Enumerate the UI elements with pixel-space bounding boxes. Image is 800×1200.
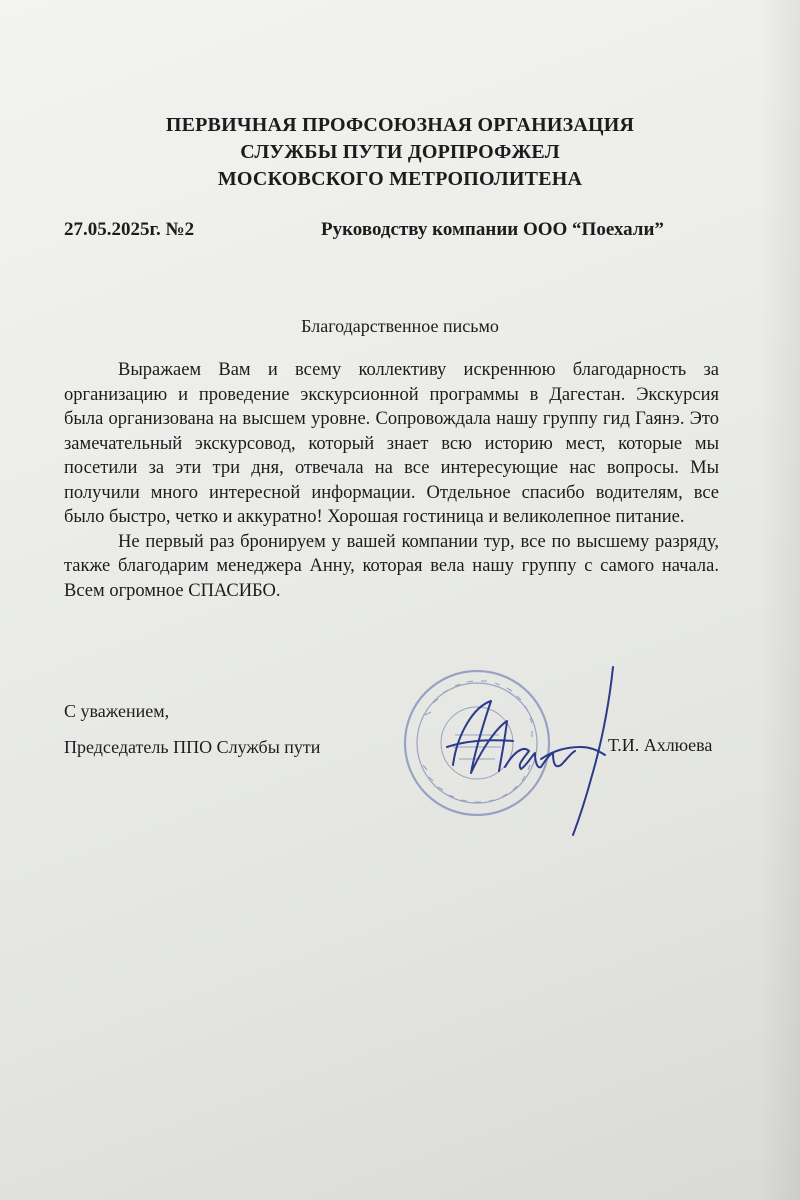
body-paragraph-2: Не первый раз бронируем у вашей компании тур, все по высшему разряду, также благодарим менеджера Анну, которая вела нашу группу с самого начала. Всем огромное СПАСИБО. [64, 531, 719, 601]
organization-header [60, 112, 740, 193]
header-line-3: МОСКОВСКОГО МЕТРОПОЛИТЕНА [217, 168, 583, 190]
recipient: Руководству компании ООО “Поехали” [321, 219, 664, 240]
letter-subject: Благодарственное письмо [301, 316, 499, 336]
header-line-2: СЛУЖБЫ ПУТИ ДОРПРОФЖЕЛ [240, 141, 560, 163]
stamp-and-signature [395, 655, 635, 855]
header-line-1: ПЕРВИЧНАЯ ПРОФСОЮЗНАЯ ОРГАНИЗАЦИЯ [165, 114, 635, 136]
signer-title: Председатель ППО Службы пути [64, 737, 321, 757]
signer-name: Т.И. Ахлюева [608, 735, 713, 755]
date-number: 27.05.2025г. №2 [64, 219, 195, 240]
stamp-icon [395, 655, 635, 855]
body-paragraph-1: Выражаем Вам и всему коллективу искреннюю благодарность за организацию и проведение экскурсионной программы в Дагестан. Экскурсия была организована на высшем уровне. Сопровождала нашу группу гид Гаянэ. Это замечательный экскурсовод, который знает всю историю мест, которые мы посетили за эти три дня, отвечала на все интересующие нас вопросы. Мы получили много интересной информации. Отдельное спасибо водителям, все было быстро, четко и аккуратно! Хорошая гостиница и великолепное питание. [64, 360, 719, 527]
closing-phrase: С уважением, [64, 701, 170, 721]
letter-body [64, 358, 719, 603]
paper-shadow [760, 0, 800, 1200]
